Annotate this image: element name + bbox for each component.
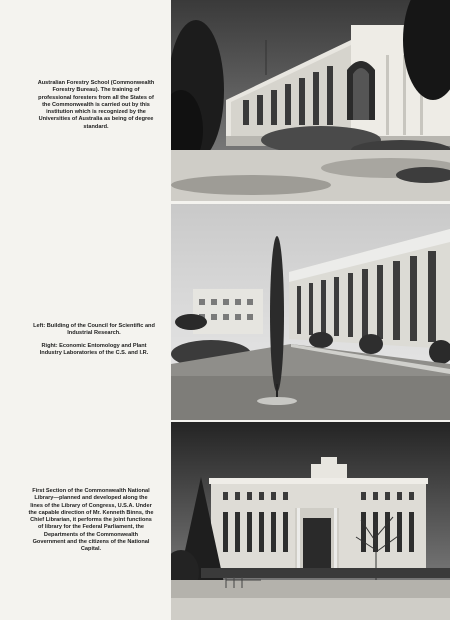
caption-csir bbox=[30, 323, 158, 362]
caption-forestry-school bbox=[36, 80, 156, 136]
caption-forestry-school-text: Australian Forestry School (Commonwealth Forestry Bureau). The training of professional foresters from all the States of the Commonwealth is carried out by this institution which is recognized by the Universities of Australia as being of degree standard. bbox=[37, 80, 155, 130]
photo-forestry-school bbox=[171, 0, 450, 201]
caption-national-library bbox=[28, 488, 154, 559]
photo-national-library bbox=[171, 422, 450, 620]
caption-csir-right-text: Right: Economic Entomology and Plant Industry Laboratories of the C.S. and I.R. bbox=[39, 342, 149, 356]
photo-national-library-image bbox=[171, 422, 450, 620]
photo-csir-image bbox=[171, 204, 450, 420]
photo-csir bbox=[171, 204, 450, 420]
caption-national-library-text: First Section of the Commonwealth National Library—planned and developed along the lines of the Library of Congress, U.S.A. Under the capable direction of Mr. Kenneth Binns, the Chief Librarian, it performs the joint functions of library for the Federal Parliament, the Departments of the Commonwealth Government and the citizens of the National Capital. bbox=[28, 488, 154, 553]
caption-csir-left-text: Left: Building of the Council for Scientific and Industrial Research. bbox=[33, 323, 155, 337]
photo-forestry-school-image bbox=[171, 0, 450, 201]
